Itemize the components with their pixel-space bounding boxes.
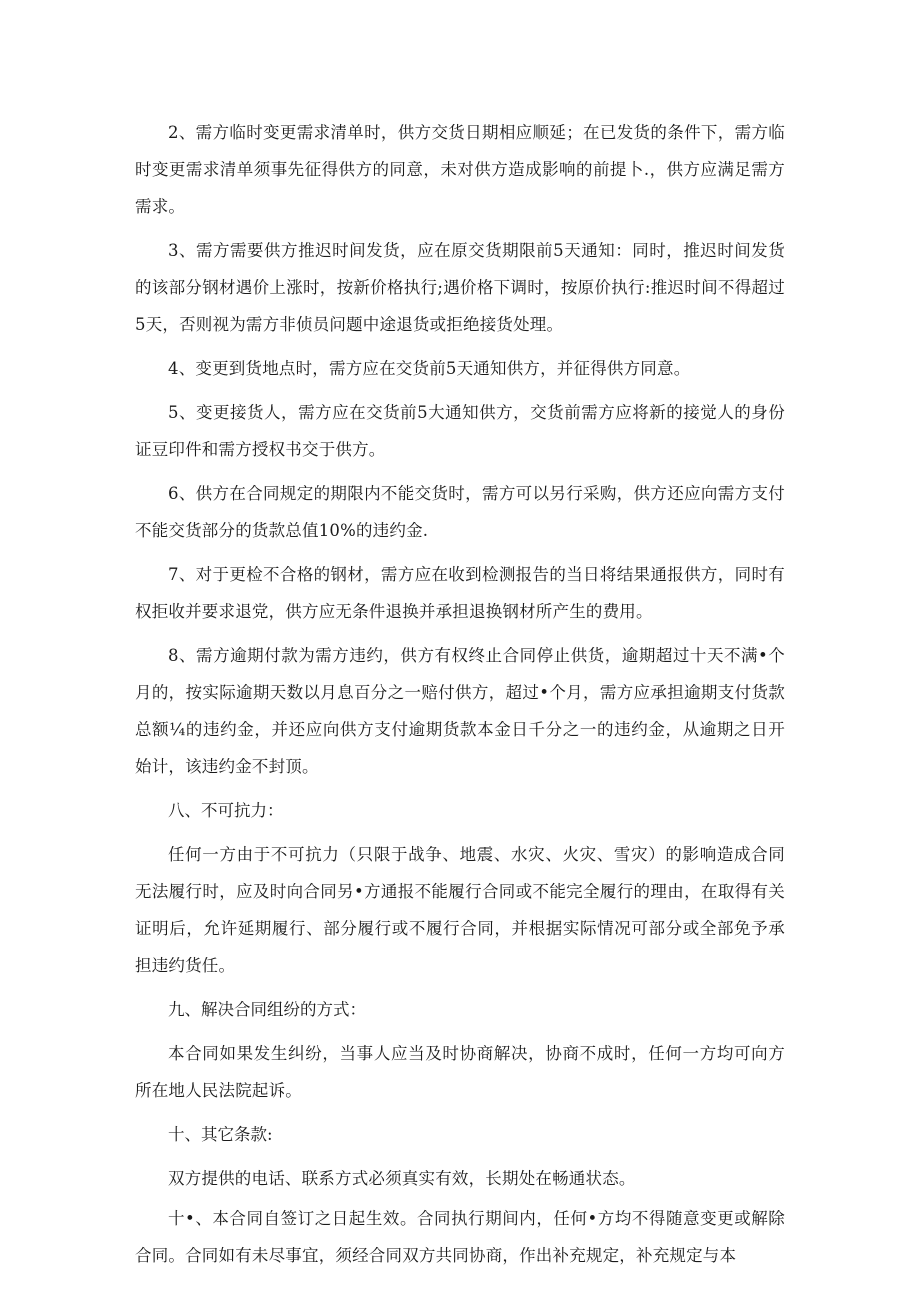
section-8-heading: 八、不可抗力： <box>168 801 284 820</box>
section-9-heading: 九、解决合同组纷的方式： <box>168 1000 366 1019</box>
clause-8-paragraph: 8、需方逾期付款为需方违约，供方有权终止合同停止供货，逾期超过十天不满•个月的，按实际逾期天数以月息百分之一赔付供方，超过•个月，需方应承担逾期支付货款总额¼的违约金，并还应向供方支付逾期货款本金日千分之一的违约金，从逾期之日开始计，该违约金不封顶。 <box>135 646 785 776</box>
section-11-paragraph: 十•、本合同自签订之日起生效。合同执行期间内，任何•方均不得随意变更或解除合同。合同如有未尽事宜，须经合同双方共同协商，作出补充规定，补充规定与本 <box>135 1209 785 1265</box>
clause-4-paragraph: 4、变更到货地点时，需方应在交货前5天通知供方，并征得供方同意。 <box>168 359 691 378</box>
clause-2-paragraph: 2、需方临时变更需求清单时，供方交货日期相应顺延；在已发货的条件下，需方临时变更需求清单须事先征得供方的同意，未对供方造成影响的前提卜.，供方应满足需方需求。 <box>135 123 785 216</box>
clause-6-paragraph: 6、供方在合同规定的期限内不能交货时，需方可以另行采购，供方还应向需方支付不能交货部分的货款总值10%的违约金. <box>135 484 785 540</box>
contact-paragraph: 双方提供的电话、联系方式必须真实有效，长期处在畅通状态。 <box>168 1169 636 1188</box>
section-10-heading: 十、其它条款: <box>168 1125 273 1144</box>
document-body <box>135 114 785 1281</box>
dispute-paragraph: 本合同如果发生纠纷，当事人应当及时协商解决，协商不成时，任何一方均可向方所在地人民法院起诉。 <box>135 1044 785 1100</box>
clause-7-paragraph: 7、对于更检不合格的钢材，需方应在收到检测报告的当日将结果通报供方，同时有权拒收并要求退党，供方应无条件退换并承担退换钢材所产生的费用。 <box>135 565 785 621</box>
clause-3-paragraph: 3、需方需要供方推迟时间发货，应在原交货期限前5天通知：同时，推迟时间发货的该部分钢材遇价上涨时，按新价格执行;遇价格下调时，按原价执行:推迟时间不得超过5天，否则视为需方非侦员问题中途退货或拒绝接货处理。 <box>135 241 785 334</box>
force-majeure-paragraph: 任何一方由于不可抗力（只限于战争、地震、水灾、火灾、雪灾）的影响造成合同无法履行时，应及时向合同另•方通报不能履行合同或不能完全履行的理由，在取得有关证明后，允许延期履行、部分履行或不履行合同，并根据实际情况可部分或全部免予承担违约货任。 <box>135 845 785 975</box>
clause-5-paragraph: 5、变更接货人，需方应在交货前5大通知供方，交货前需方应将新的接觉人的身份证豆印件和需方授权书交于供方。 <box>135 403 785 459</box>
